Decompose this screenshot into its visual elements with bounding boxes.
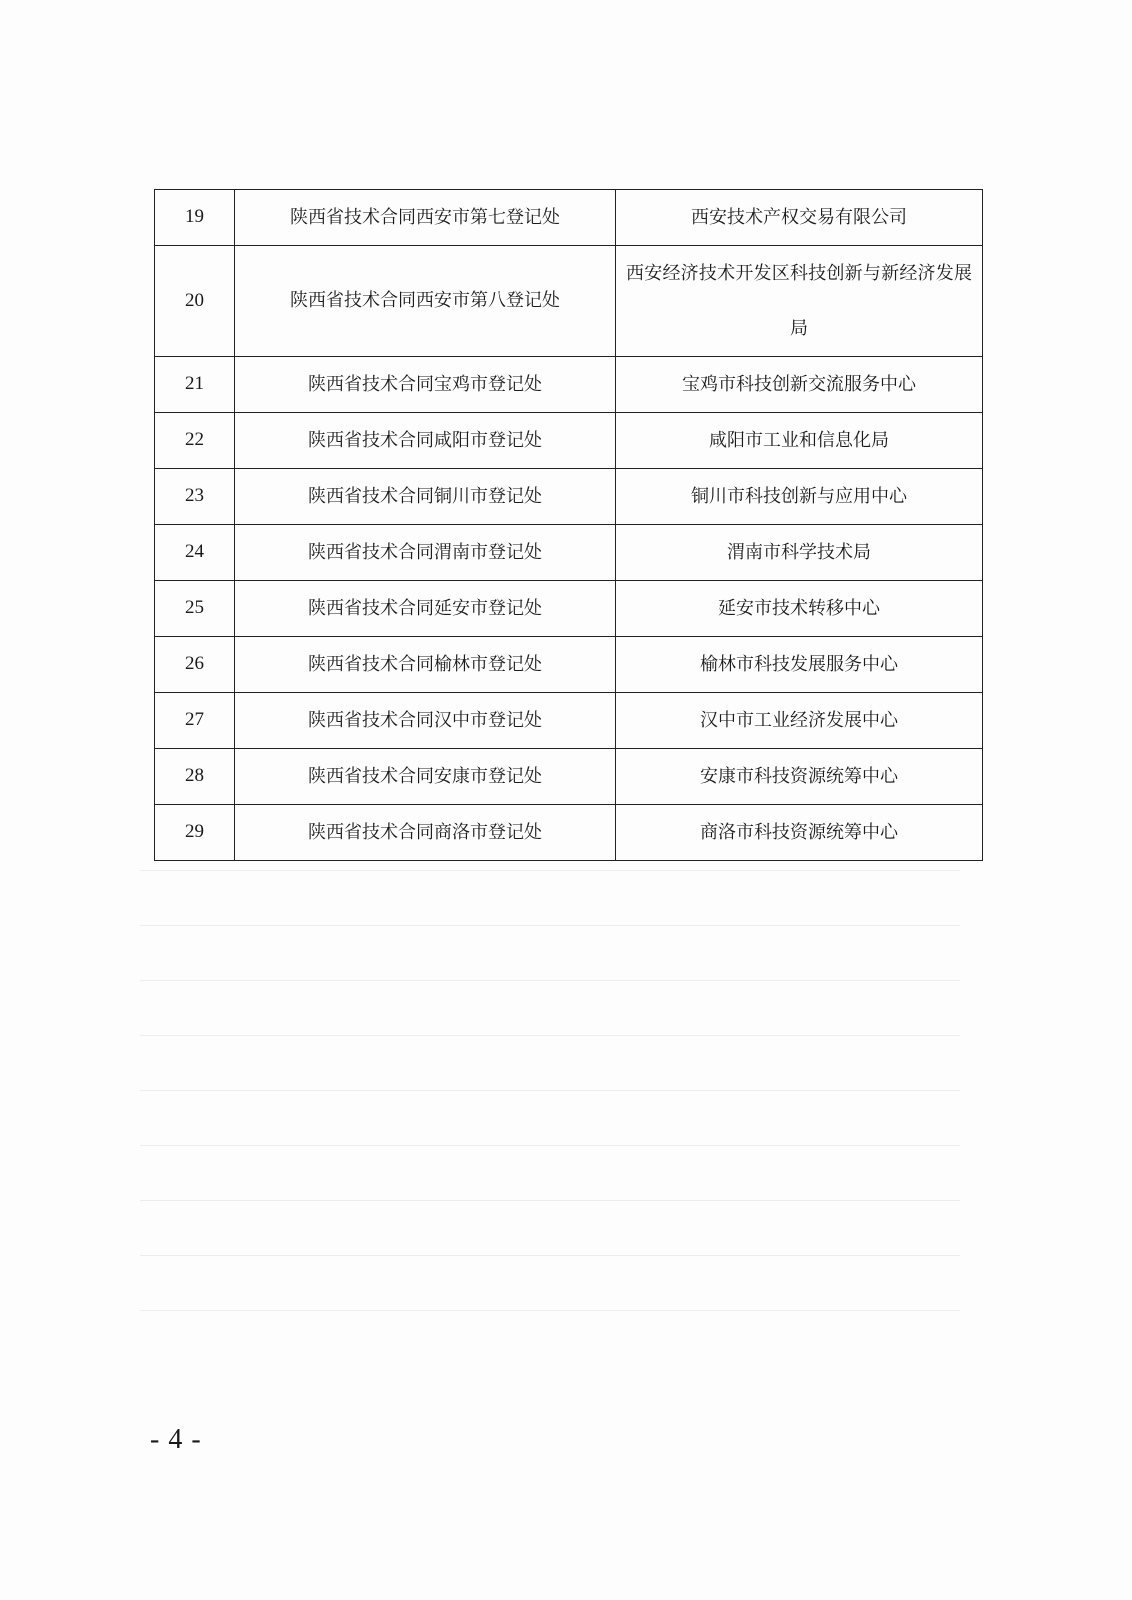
- table-row: [155, 525, 983, 581]
- row-number: 27: [155, 693, 235, 749]
- row-number: 28: [155, 749, 235, 805]
- host-organization: 铜川市科技创新与应用中心: [616, 469, 983, 525]
- shadow-line: [140, 1200, 960, 1201]
- row-number: 21: [155, 357, 235, 413]
- row-number: 19: [155, 190, 235, 246]
- registration-office-table: [154, 189, 983, 861]
- shadow-line: [140, 925, 960, 926]
- row-number: 24: [155, 525, 235, 581]
- row-number: 26: [155, 637, 235, 693]
- office-name: 陕西省技术合同安康市登记处: [235, 749, 616, 805]
- page-number: - 4 -: [150, 1424, 202, 1455]
- office-name: 陕西省技术合同汉中市登记处: [235, 693, 616, 749]
- office-name: 陕西省技术合同宝鸡市登记处: [235, 357, 616, 413]
- host-organization: 渭南市科学技术局: [616, 525, 983, 581]
- office-name: 陕西省技术合同延安市登记处: [235, 581, 616, 637]
- shadow-line: [140, 980, 960, 981]
- table-row: [155, 357, 983, 413]
- table-row: [155, 469, 983, 525]
- host-organization: 榆林市科技发展服务中心: [616, 637, 983, 693]
- table-row: [155, 805, 983, 861]
- row-number: 23: [155, 469, 235, 525]
- bleed-through-shadow: [140, 860, 960, 1380]
- host-organization: 西安技术产权交易有限公司: [616, 190, 983, 246]
- table-row: [155, 413, 983, 469]
- office-name: 陕西省技术合同商洛市登记处: [235, 805, 616, 861]
- shadow-line: [140, 1090, 960, 1091]
- row-number: 22: [155, 413, 235, 469]
- shadow-line: [140, 1145, 960, 1146]
- shadow-line: [140, 870, 960, 871]
- office-name: 陕西省技术合同渭南市登记处: [235, 525, 616, 581]
- row-number: 29: [155, 805, 235, 861]
- office-name: 陕西省技术合同西安市第八登记处: [235, 246, 616, 357]
- host-organization: 宝鸡市科技创新交流服务中心: [616, 357, 983, 413]
- table-row: [155, 246, 983, 357]
- row-number: 20: [155, 246, 235, 357]
- host-organization: 汉中市工业经济发展中心: [616, 693, 983, 749]
- shadow-line: [140, 1255, 960, 1256]
- host-organization: 安康市科技资源统筹中心: [616, 749, 983, 805]
- row-number: 25: [155, 581, 235, 637]
- office-name: 陕西省技术合同西安市第七登记处: [235, 190, 616, 246]
- host-organization: 西安经济技术开发区科技创新与新经济发展局: [616, 246, 983, 357]
- table-row: [155, 637, 983, 693]
- shadow-line: [140, 1310, 960, 1311]
- office-name: 陕西省技术合同榆林市登记处: [235, 637, 616, 693]
- shadow-line: [140, 1035, 960, 1036]
- table-row: [155, 693, 983, 749]
- table-row: [155, 749, 983, 805]
- table-row: [155, 581, 983, 637]
- office-name: 陕西省技术合同铜川市登记处: [235, 469, 616, 525]
- host-organization: 延安市技术转移中心: [616, 581, 983, 637]
- table-row: [155, 190, 983, 246]
- office-name: 陕西省技术合同咸阳市登记处: [235, 413, 616, 469]
- host-organization: 商洛市科技资源统筹中心: [616, 805, 983, 861]
- host-organization: 咸阳市工业和信息化局: [616, 413, 983, 469]
